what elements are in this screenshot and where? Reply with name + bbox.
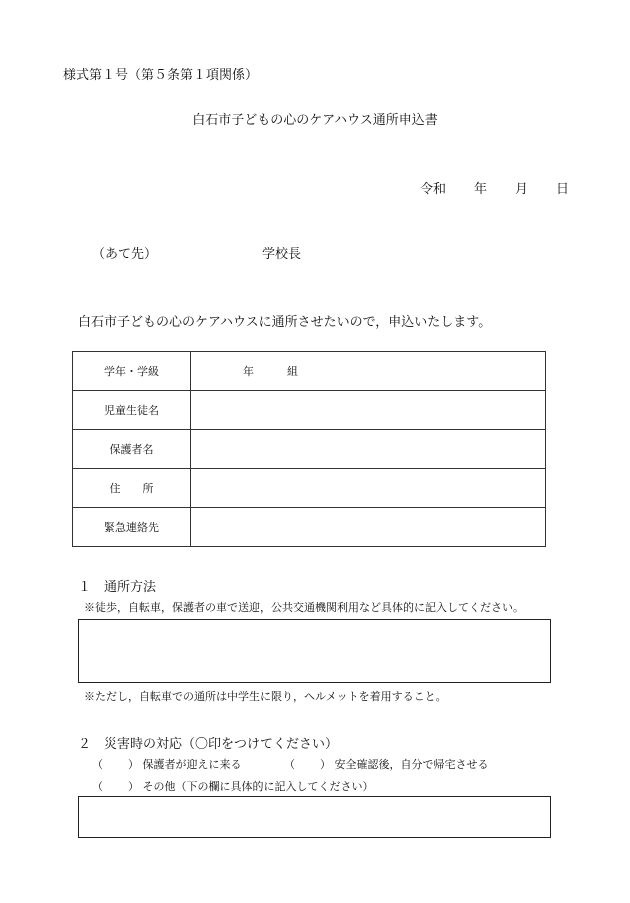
guardian-name-label: 保護者名: [73, 430, 191, 469]
section1-heading: １ 通所方法: [78, 580, 157, 595]
emergency-contact-label: 緊急連絡先: [73, 508, 191, 547]
page-title: 白石市子どもの心のケアハウス通所申込書: [192, 113, 438, 128]
emergency-contact-field[interactable]: [191, 508, 546, 547]
option-other-label: その他（下の欄に具体的に記入してください）: [142, 780, 374, 793]
table-row: [73, 430, 546, 469]
disaster-other-input[interactable]: [78, 796, 551, 838]
grade-class-field[interactable]: [191, 352, 546, 391]
form-number: 様式第１号（第５条第１項関係）: [63, 68, 259, 83]
disaster-option-pickup: （ ） 保護者が迎えに来る: [92, 758, 242, 771]
table-row: [73, 352, 546, 391]
commute-method-input[interactable]: [78, 619, 551, 683]
table-row: [73, 469, 546, 508]
section1-instruction: ※徒歩，自転車，保護者の車で送迎，公共交通機関利用など具体的に記入してください。: [84, 601, 524, 614]
table-row: [73, 508, 546, 547]
disaster-option-self-return: （ ） 安全確認後，自分で帰宅させる: [284, 758, 489, 771]
disaster-option-other: （ ） その他（下の欄に具体的に記入してください）: [92, 780, 374, 793]
option-pickup-label: 保護者が迎えに来る: [142, 758, 242, 771]
date-year-field[interactable]: 年: [474, 182, 488, 197]
address-label: 住 所: [73, 469, 191, 508]
date-line: [420, 178, 569, 197]
option-self-return-label: 安全確認後，自分で帰宅させる: [334, 758, 489, 771]
applicant-info-table: [72, 351, 546, 547]
date-month-field[interactable]: 月: [515, 182, 529, 197]
addressee-label: （あて先）: [92, 247, 158, 262]
guardian-name-field[interactable]: [191, 430, 546, 469]
student-name-field[interactable]: [191, 391, 546, 430]
grade-class-label: 学年・学級: [73, 352, 191, 391]
option-pickup-checkbox[interactable]: （: [92, 758, 103, 771]
grade-class-unit: 組: [287, 365, 298, 378]
section2-heading: ２ 災害時の対応（〇印をつけてください）: [78, 737, 339, 752]
date-era: 令和: [420, 182, 447, 197]
date-day-field[interactable]: 日: [556, 182, 570, 197]
address-field[interactable]: [191, 469, 546, 508]
student-name-label: 児童生徒名: [73, 391, 191, 430]
option-self-return-checkbox[interactable]: （: [284, 758, 295, 771]
table-row: [73, 391, 546, 430]
section1-note: ※ただし，自転車での通所は中学生に限り，ヘルメットを着用すること。: [84, 690, 447, 703]
grade-year-unit: 年: [243, 365, 254, 378]
intro-text: 白石市子どもの心のケアハウスに通所させたいので，申込いたします。: [78, 315, 492, 330]
addressee-principal: 学校長: [262, 247, 302, 262]
option-other-checkbox[interactable]: （: [92, 780, 103, 793]
